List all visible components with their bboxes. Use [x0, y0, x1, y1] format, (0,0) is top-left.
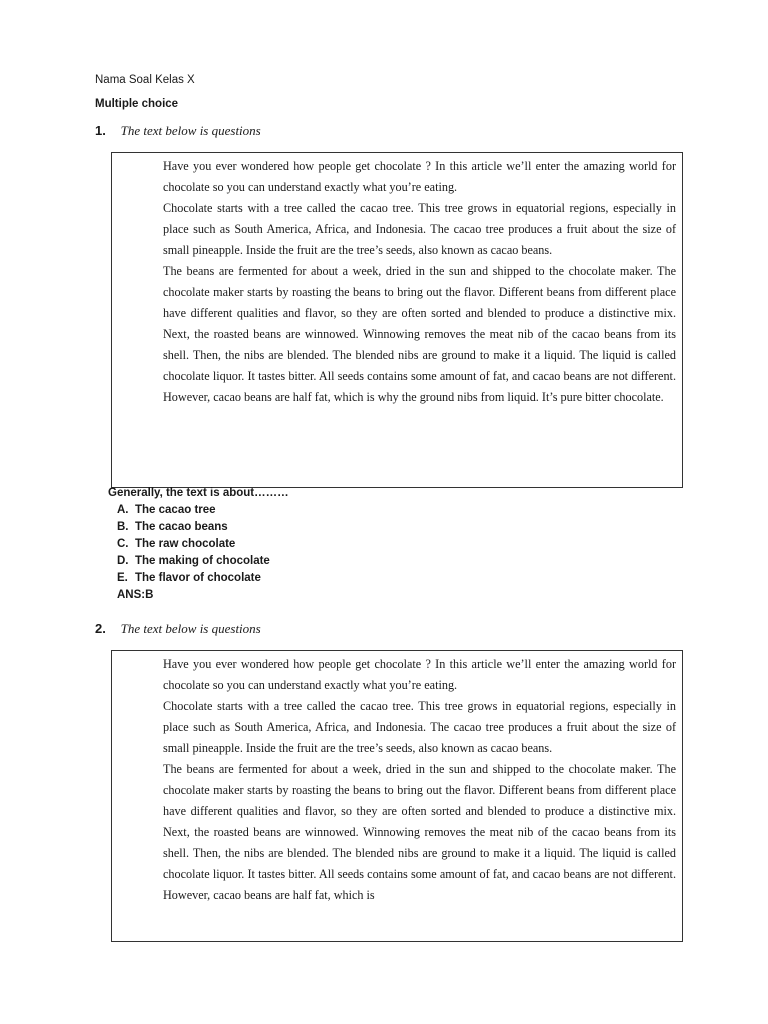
option-text: The raw chocolate: [135, 538, 236, 550]
document-subtitle: Multiple choice: [95, 98, 179, 110]
option-letter: A.: [117, 504, 129, 516]
option-letter: C.: [117, 538, 129, 550]
option-text: The making of chocolate: [135, 555, 270, 567]
question-number: 1.: [95, 123, 106, 138]
question-1-header: [95, 123, 261, 139]
question-prompt: The text below is questions: [120, 621, 261, 636]
passage-paragraph: Chocolate starts with a tree called the cacao tree. This tree grows in equatorial regions, especially in place such as South America, Africa, and Indonesia. The cacao tree produces a fruit about the size of small pineapple. Inside the fruit are the tree’s seeds, also known as cacao beans.: [163, 699, 676, 755]
option-d[interactable]: [117, 553, 270, 570]
passage-box-1: [111, 152, 683, 488]
option-letter: D.: [117, 555, 129, 567]
option-text: The cacao tree: [135, 504, 216, 516]
passage-box-2: [111, 650, 683, 942]
question-number: 2.: [95, 621, 106, 636]
option-text: The flavor of chocolate: [135, 572, 261, 584]
passage-paragraph: Chocolate starts with a tree called the cacao tree. This tree grows in equatorial regions, especially in place such as South America, Africa, and Indonesia. The cacao tree produces a fruit about the size of small pineapple. Inside the fruit are the tree’s seeds, also known as cacao beans.: [163, 201, 676, 257]
option-b[interactable]: [117, 519, 270, 536]
option-a[interactable]: [117, 502, 270, 519]
passage-paragraph: The beans are fermented for about a week, dried in the sun and shipped to the chocolate maker. The chocolate maker starts by roasting the beans to bring out the flavor. Different beans from different place have different qualities and flavor, so they are often sorted and blended to produce a distinctive mix. Next, the roasted beans are winnowed. Winnowing removes the meat nib of the cacao beans from its shell. Then, the nibs are blended. The blended nibs are ground to make it a liquid. The liquid is called chocolate liquor. It tastes bitter. All seeds contains some amount of fat, and cacao beans are not different. However, cacao beans are half fat, which is why the ground nibs from liquid. It’s pure bitter chocolate.: [163, 264, 676, 404]
option-text: The cacao beans: [135, 521, 228, 533]
answer-key: ANS:B: [117, 589, 154, 601]
option-letter: B.: [117, 521, 129, 533]
option-c[interactable]: [117, 536, 270, 553]
passage-paragraph: Have you ever wondered how people get chocolate ? In this article we’ll enter the amazing world for chocolate so you can understand exactly what you’re eating.: [163, 657, 676, 692]
document-title: Nama Soal Kelas X: [95, 74, 195, 86]
passage-paragraph: The beans are fermented for about a week, dried in the sun and shipped to the chocolate maker. The chocolate maker starts by roasting the beans to bring out the flavor. Different beans from different place have different qualities and flavor, so they are often sorted and blended to produce a distinctive mix. Next, the roasted beans are winnowed. Winnowing removes the meat nib of the cacao beans from its shell. Then, the nibs are blended. The blended nibs are ground to make it a liquid. The liquid is called chocolate liquor. It tastes bitter. All seeds contains some amount of fat, and cacao beans are not different. However, cacao beans are half fat, which is: [163, 762, 676, 902]
question-1-text: Generally, the text is about………: [108, 487, 289, 499]
question-prompt: The text below is questions: [120, 123, 261, 138]
passage-paragraph: Have you ever wondered how people get chocolate ? In this article we’ll enter the amazing world for chocolate so you can understand exactly what you’re eating.: [163, 159, 676, 194]
option-letter: E.: [117, 572, 128, 584]
question-2-header: [95, 621, 261, 637]
answer-options: [117, 502, 270, 604]
option-e[interactable]: [117, 570, 270, 587]
